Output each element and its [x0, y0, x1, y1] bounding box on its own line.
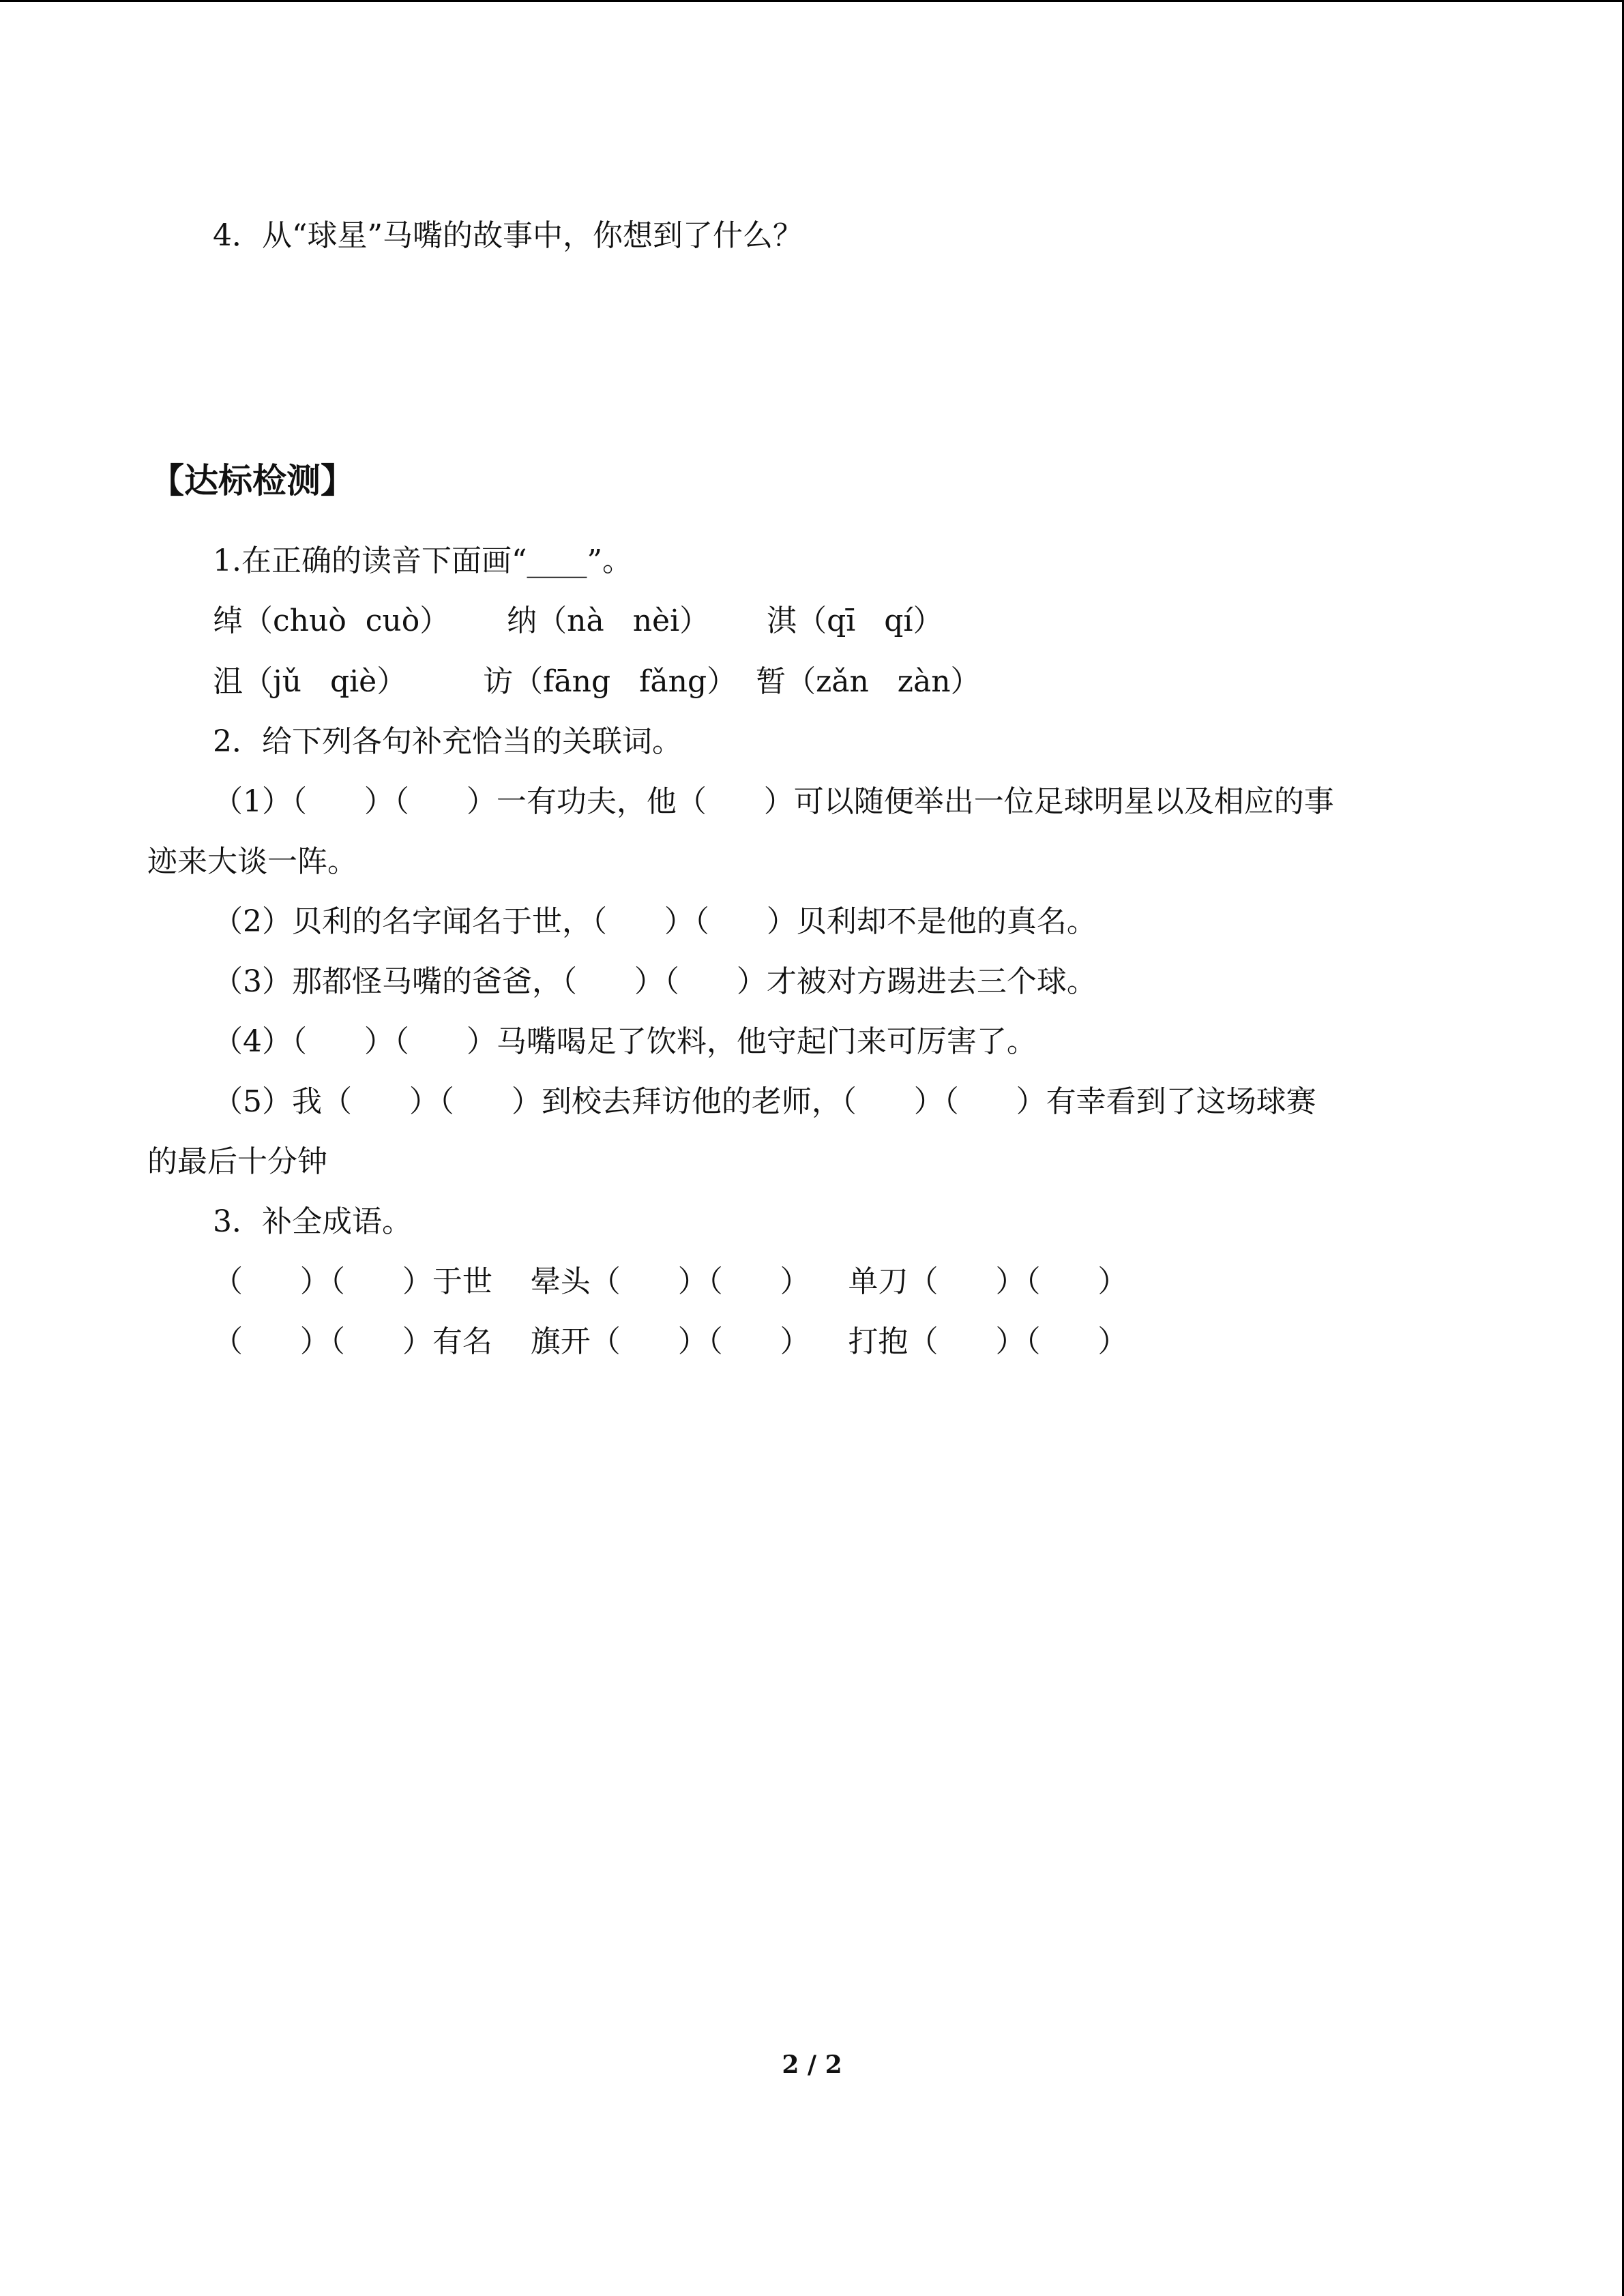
exercise-1-row-1: 绰（chuò cuò） 纳（nà nèi） 淇（qī qí）	[213, 603, 943, 638]
exercise-2-item-1-continued: 迹来大谈一阵。	[147, 844, 357, 879]
exercise-2-item-5-continued: 的最后十分钟	[147, 1144, 327, 1179]
exercise-2-item-4: （4）（ ）（ ）马嘴喝足了饮料，他守起门来可厉害了。	[213, 1024, 1037, 1059]
exercise-1-prompt: 1.在正确的读音下面画“____”。	[213, 543, 632, 578]
exercise-2-item-2: （2）贝利的名字闻名于世，（ ）（ ）贝利却不是他的真名。	[213, 904, 1097, 939]
exercise-2-item-1: （1）（ ）（ ）一有功夫，他（ ）可以随便举出一位足球明星以及相应的事	[213, 784, 1334, 819]
exercise-3-prompt: 3．补全成语。	[213, 1204, 412, 1239]
question-4: 4．从“球星”马嘴的故事中，你想到了什么？	[213, 218, 803, 253]
exercise-3-row-1: （ ）（ ）于世 晕头（ ）（ ） 单刀（ ）（ ）	[213, 1264, 1128, 1299]
exercise-2-item-3: （3）那都怪马嘴的爸爸，（ ）（ ）才被对方踢进去三个球。	[213, 964, 1097, 999]
exercise-1-row-2: 沮（jǔ qiè） 访（fāng fǎng） 暂（zǎn zàn）	[213, 664, 981, 699]
page-number: 2 / 2	[782, 2051, 842, 2079]
page-border-top	[0, 0, 1624, 2]
section-title: 【达标检测】	[150, 461, 355, 501]
exercise-2-item-5: （5）我（ ）（ ）到校去拜访他的老师，（ ）（ ）有幸看到了这场球赛	[213, 1084, 1316, 1119]
exercise-3-row-2: （ ）（ ）有名 旗开（ ）（ ） 打抱（ ）（ ）	[213, 1324, 1128, 1359]
exercise-2-prompt: 2．给下列各句补充恰当的关联词。	[213, 724, 682, 759]
